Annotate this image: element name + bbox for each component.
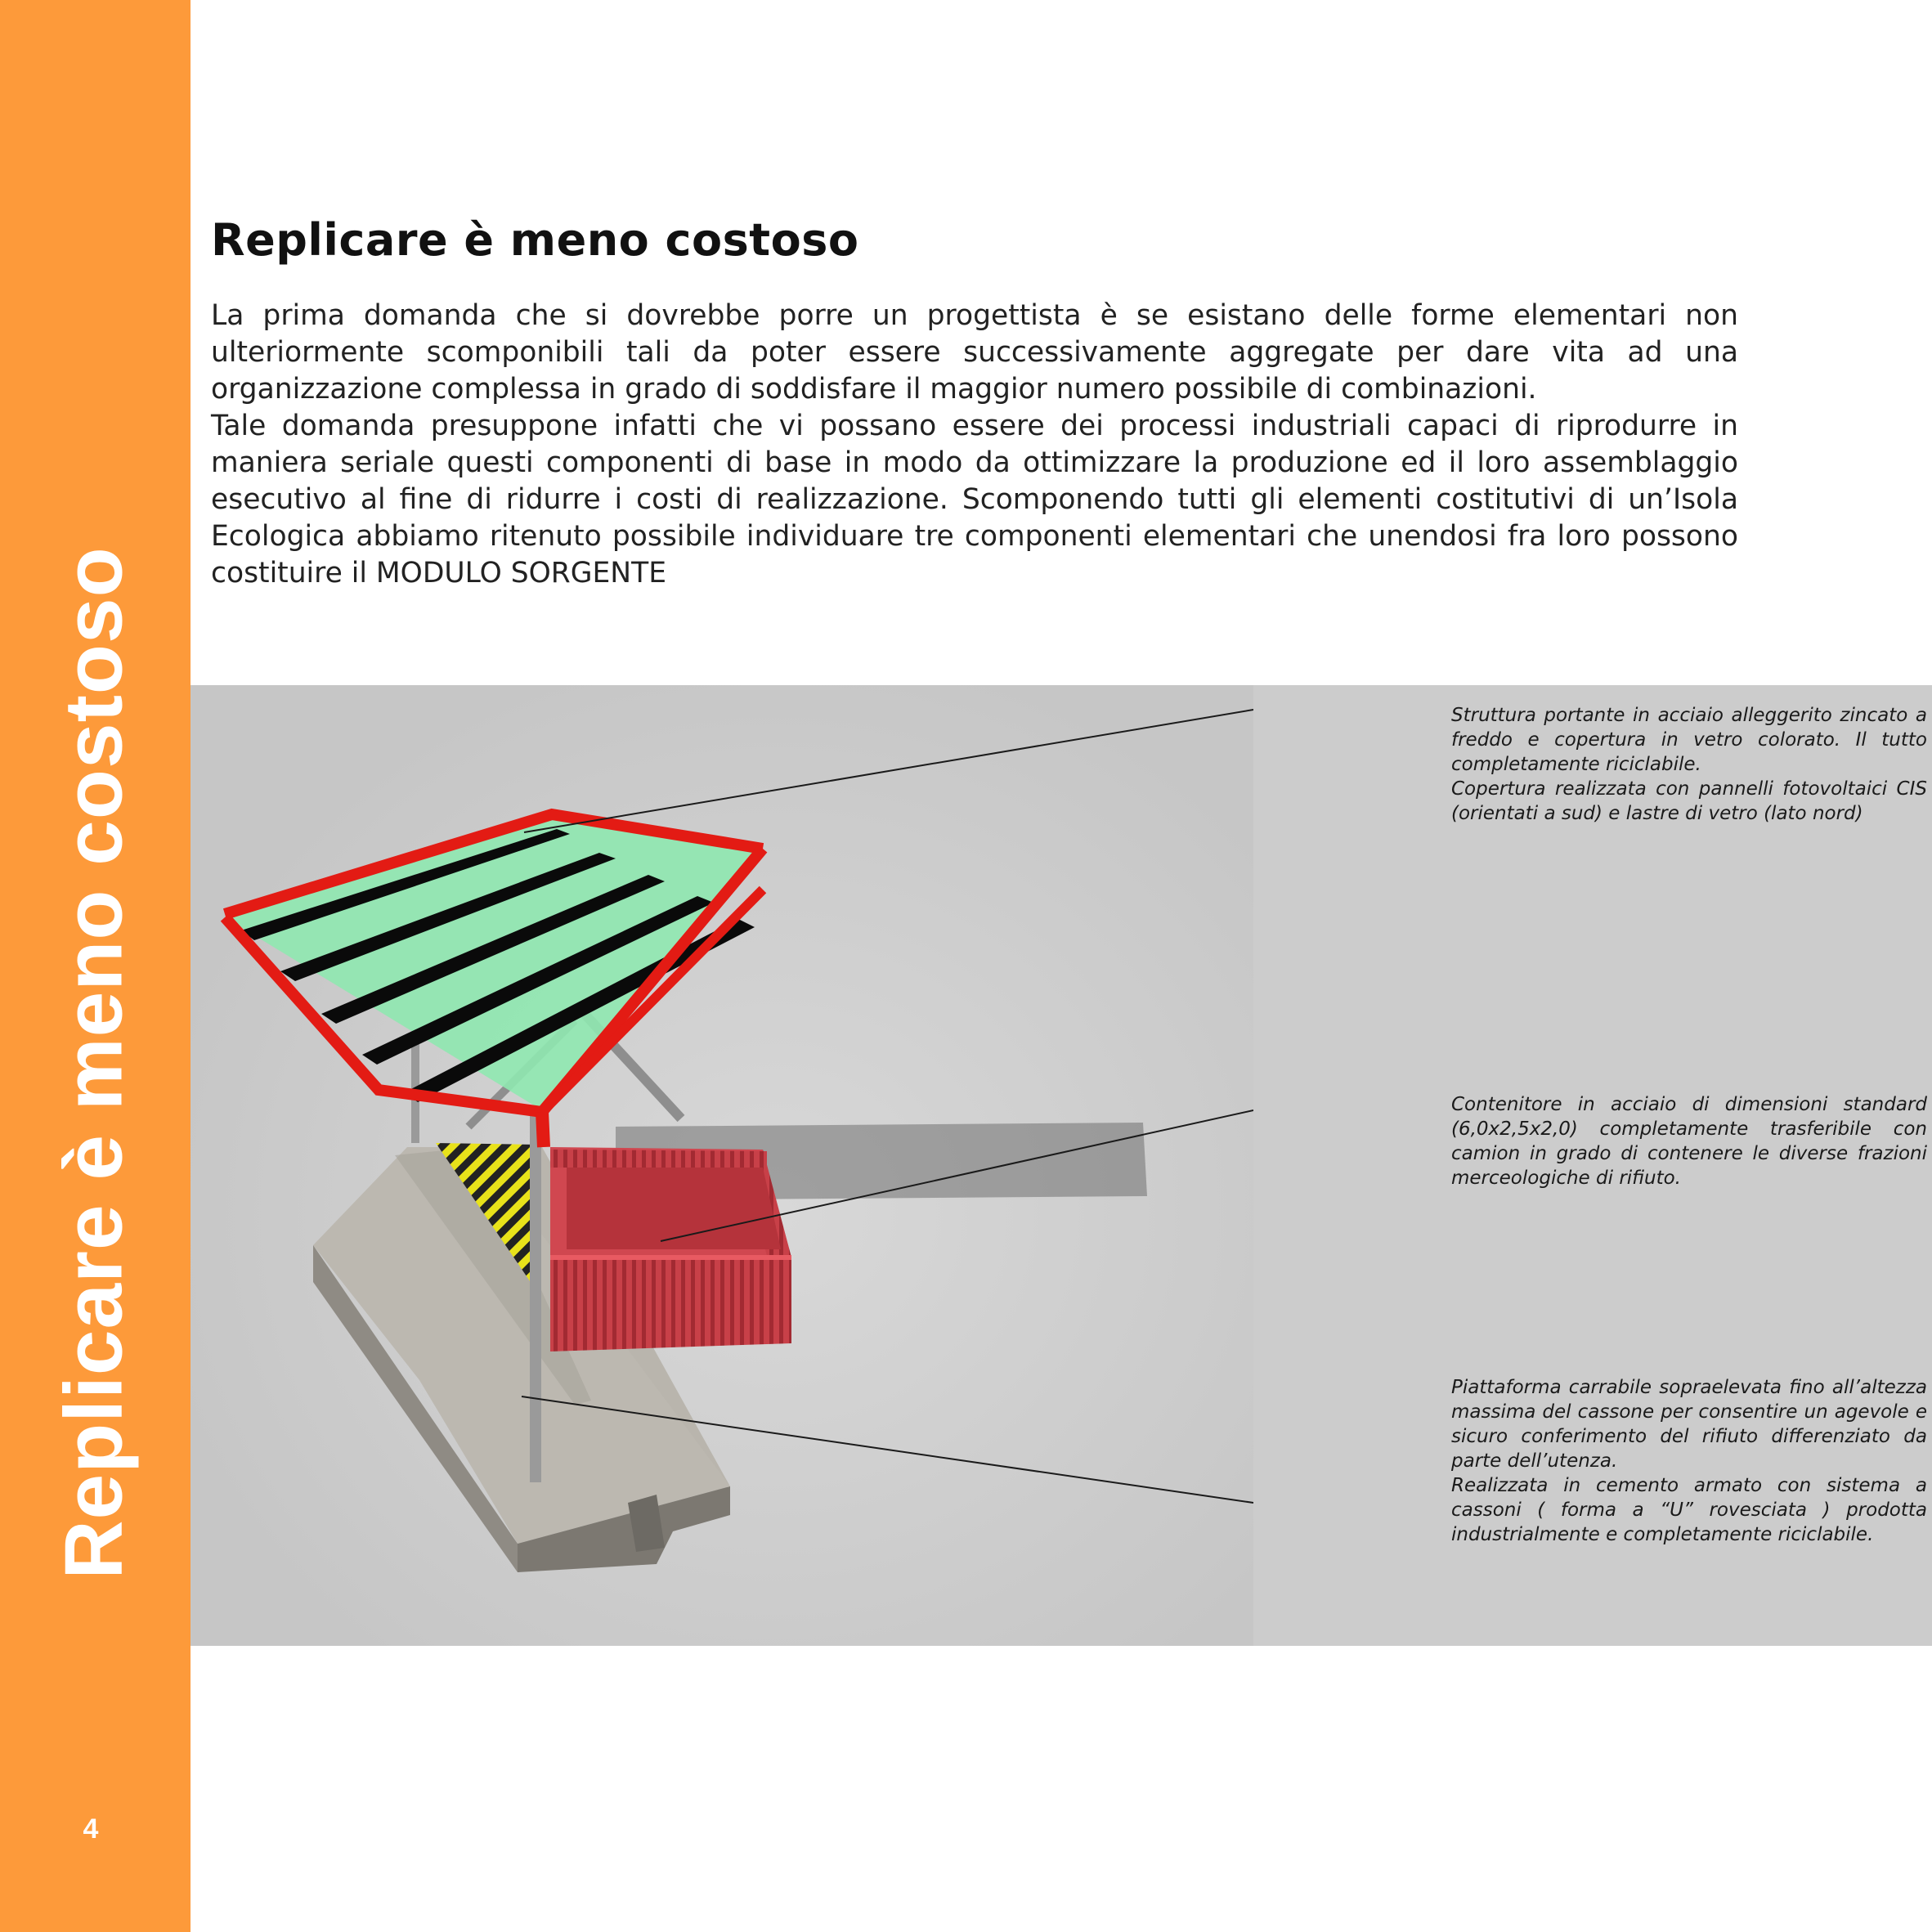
module-render-illustration	[191, 685, 1253, 1646]
illustration-panel	[191, 685, 1932, 1646]
intro-text	[211, 298, 1738, 592]
caption-platform-line2: Realizzata in cemento armato con sistema a cassoni ( forma a “U” rovesciata ) prodotta industrialmente e completamente riciclabile.	[1451, 1475, 1927, 1545]
caption-structure-line2: Copertura realizzata con pannelli fotovoltaici CIS (orientati a sud) e lastre di vetro (lato nord)	[1451, 778, 1927, 824]
caption-platform	[1451, 1375, 1927, 1547]
caption-container	[1451, 1092, 1927, 1190]
sidebar	[0, 0, 191, 1932]
caption-structure	[1451, 703, 1927, 826]
sidebar-title: Replicare è meno costoso	[47, 546, 140, 1580]
page-number: 4	[83, 1813, 99, 1845]
page-title: Replicare è meno costoso	[211, 214, 859, 266]
intro-paragraph-1: La prima domanda che si dovrebbe porre un progettista è se esistano delle forme elementari non ulteriormente scomponibili tali da poter essere successivamente aggregate per dare vita ad una organizzazione complessa in grado di soddisfare il maggior numero possibile di combinazioni.	[211, 299, 1738, 406]
red-container	[550, 1147, 791, 1352]
caption-platform-line1: Piattaforma carrabile sopraelevata fino all’altezza massima del cassone per consentire un agevole e sicuro conferimento del rifiuto differenziato da parte dell’utenza.	[1451, 1377, 1927, 1472]
caption-container-line1: Contenitore in acciaio di dimensioni standard (6,0x2,5x2,0) completamente trasferibile con camion in grado di contenere le diverse frazioni merceologiche di rifiuto.	[1451, 1094, 1927, 1189]
intro-paragraph-2: Tale domanda presuppone infatti che vi possano essere dei processi industriali capaci di riprodurre in maniera seriale questi componenti di base in modo da ottimizzare la produzione ed il loro assemblaggio esecutivo al fine di ridurre i costi di realizzazione. Scomponendo tutti gli elementi costitutivi di un’Isola Ecologica abbiamo ritenuto possibile individuare tre componenti elementari che unendosi fra loro possono costituire il MODULO SORGENTE	[211, 410, 1738, 589]
caption-structure-line1: Struttura portante in acciaio alleggerito zincato a freddo e copertura in vetro colorato. Il tutto completamente riciclabile.	[1451, 705, 1927, 775]
